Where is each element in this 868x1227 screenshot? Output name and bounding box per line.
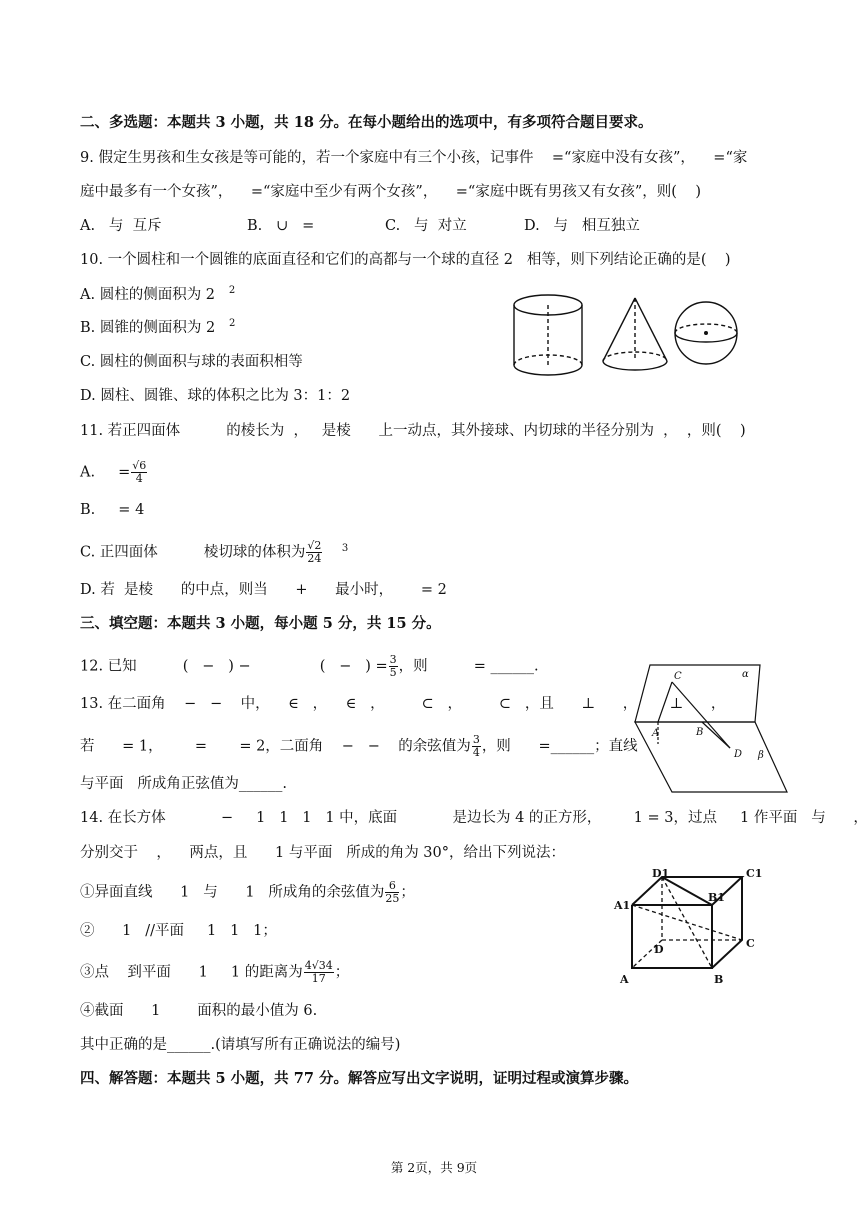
label-B1: B1	[708, 891, 725, 904]
q13-line1: 13. 在二面角 − − 中， ∈ ， ∈ ， ⊂ ， ⊂ ，且 ⊥ ， ⊥ ，	[80, 696, 726, 712]
q10-option-c: C. 圆柱的侧面积与球的表面积相等	[80, 354, 303, 370]
label-D: D	[734, 749, 743, 760]
q9-line2: 庭中最多有一个女孩”， =“家庭中至少有两个女孩”， =“家庭中既有男孩又有女孩”，则( )	[80, 184, 701, 200]
label-D1: D1	[652, 867, 670, 880]
q9-option-c: C. 与 对立	[385, 218, 467, 234]
q11-option-a: A. = $\frac{√6}{4}$	[80, 459, 147, 485]
section-3-heading: 三、填空题：本题共 3 小题，每小题 5 分，共 15 分。	[80, 615, 441, 632]
q9-line1: 9. 假定生男孩和生女孩是等可能的，若一个家庭中有三个小孩，记事件 =“家庭中没有女孩”， =“家	[80, 150, 748, 166]
q12-text: 12. 已知 ( − ) − ( − ) = $\frac{3}{5}$ ，则 = ______.	[80, 653, 539, 679]
q11-option-d: D. 若 是棱 的中点，则当 + 最小时， = 2	[80, 582, 447, 598]
cylinder-shape	[514, 295, 582, 375]
label-alpha: α	[742, 669, 749, 680]
label-C1: C1	[746, 867, 763, 880]
q10-solids-figure	[505, 288, 755, 388]
label-A1: A1	[614, 899, 631, 912]
q9-option-b: B. ∪ =	[247, 218, 315, 234]
q14-statement-3: ③点 到平面 1 1 的距离为 $\frac{4√34}{17}$ ；	[80, 959, 350, 985]
q10-option-b: B. 圆锥的侧面积为 2 $^2$	[80, 318, 236, 336]
label-B: B	[696, 727, 704, 738]
q14-answer-line: 其中正确的是______.(请填写所有正确说法的编号)	[80, 1037, 401, 1053]
q14-line1: 14. 在长方体 − 1 1 1 1 中，底面 是边长为 4 的正方形， 1 = 3，过点 1 作平面 与 ，	[80, 810, 868, 826]
label-beta: β	[758, 750, 764, 761]
section-4-heading: 四、解答题：本题共 5 小题，共 77 分。解答应写出文字说明，证明过程或演算步骤。	[80, 1070, 638, 1087]
q14-line2: 分别交于 ， 两点，且 1 与平面 所成的角为 30°，给出下列说法：	[80, 845, 565, 861]
label-D: D	[654, 943, 664, 956]
label-C: C	[674, 671, 682, 682]
q14-statement-2: ② 1 //平面 1 1 1；	[80, 923, 277, 939]
label-A: A	[652, 728, 660, 739]
cone-shape	[603, 298, 667, 370]
q13-line2: 若 = 1， = = 2，二面角 − − 的余弦值为 $\frac{3}{4}$ ，则 =______；直线	[80, 733, 638, 759]
q11-option-b: B. = 4	[80, 502, 145, 518]
label-C: C	[746, 937, 755, 950]
q9-option-a: A. 与 互斥	[80, 218, 162, 234]
section-2-heading: 二、多选题：本题共 3 小题，共 18 分。在每小题给出的选项中，有多项符合题目要求。	[80, 114, 653, 131]
q11-option-c: C. 正四面体 棱切球的体积为 $\frac{√2}{24}$ $^3$	[80, 539, 349, 565]
q13-line3: 与平面 所成角正弦值为______.	[80, 776, 287, 792]
q10-stem: 10. 一个圆柱和一个圆锥的底面直径和它们的高都与一个球的直径 2 相等，则下列结论正确的是( )	[80, 252, 731, 268]
q14-cuboid-figure	[612, 865, 772, 993]
sphere-center-dot	[704, 331, 708, 335]
q10-option-d: D. 圆柱、圆锥、球的体积之比为 3：1：2	[80, 388, 351, 404]
q10-option-a: A. 圆柱的侧面积为 2 $^2$	[80, 285, 236, 303]
page-footer: 第 2页，共 9页	[390, 1160, 478, 1175]
label-B: B	[714, 973, 724, 986]
q9-option-d: D. 与 相互独立	[524, 218, 640, 234]
q14-statement-1: ①异面直线 1 与 1 所成角的余弦值为 $\frac{6}{25}$ ；	[80, 879, 415, 905]
q11-stem: 11. 若正四面体 的棱长为 ， 是棱 上一动点，其外接球、内切球的半径分别为 ， ，则( )	[80, 423, 746, 439]
q13-dihedral-figure	[630, 660, 795, 796]
q14-statement-4: ④截面 1 面积的最小值为 6.	[80, 1003, 318, 1019]
label-A: A	[620, 973, 629, 986]
